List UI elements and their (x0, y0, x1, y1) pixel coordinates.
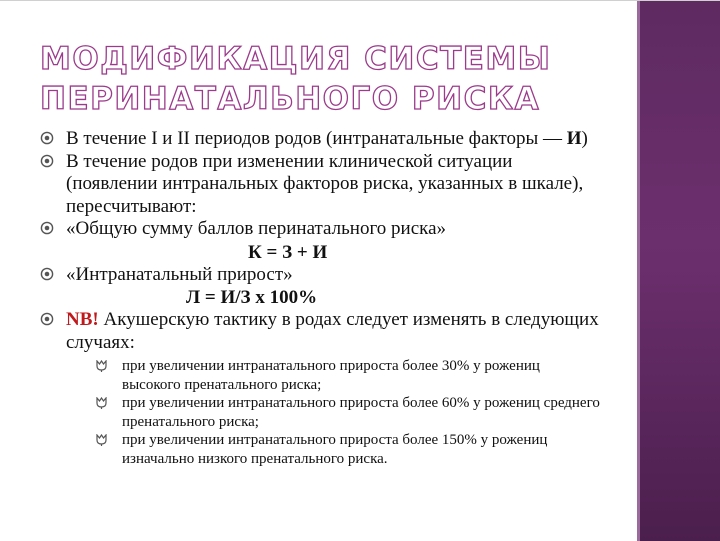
bullet-text: «Интранатальный прирост» (66, 263, 293, 285)
bullet-text: В течение родов при изменении клинической ситуации (появлении интранальных факторов риска, указанных в шкале), пересчитывают: (66, 150, 584, 217)
circled-dot-bullet-icon (40, 221, 54, 235)
circled-dot-bullet-icon (40, 131, 54, 145)
bullet-item-intrapartum-factors (40, 128, 600, 151)
sub-item-text: при увеличении интранатального прироста более 150% у рожениц изначально низкого пренатального риска. (122, 432, 548, 467)
sub-item-text: при увеличении интранатального прироста более 30% у рожениц высокого пренатального риска; (122, 358, 540, 393)
sub-item-low-risk (96, 431, 600, 468)
nb-marker: NB! (66, 309, 99, 330)
bullet-text: В течение I и II периодов родов (интранатальные факторы — (66, 128, 567, 149)
sub-item-high-risk (96, 357, 600, 394)
title-line-2: ПЕРИНАТАЛЬНОГО РИСКА (40, 81, 541, 117)
tulip-bullet-icon (96, 397, 107, 409)
circled-dot-bullet-icon (40, 312, 54, 326)
bullet-item-recalculation (40, 151, 600, 219)
sub-item-text: при увеличении интранатального прироста более 60% у рожениц среднего пренатального риска; (122, 395, 600, 430)
bullet-text: Акушерскую тактику в родах следует изменять в следующих случаях: (66, 309, 599, 353)
circled-dot-bullet-icon (40, 267, 54, 281)
tulip-bullet-icon (96, 434, 107, 446)
circled-dot-bullet-icon (40, 154, 54, 168)
bullet-item-total-score (40, 218, 600, 241)
bullet-list (40, 128, 600, 468)
sub-item-medium-risk (96, 394, 600, 431)
decorative-side-bar (640, 1, 720, 541)
bullet-text-tail: ) (581, 128, 588, 149)
formula-intrapartum-increase: Л = И/З х 100% (186, 287, 318, 308)
sub-bullet-list (40, 357, 600, 468)
tulip-bullet-icon (96, 360, 107, 372)
title-line-1: МОДИФИКАЦИЯ СИСТЕМЫ (40, 41, 552, 77)
bullet-text: «Общую сумму баллов перинатального риска» (66, 218, 447, 239)
bullet-bold-letter: И (566, 128, 582, 149)
slide-title (40, 39, 630, 119)
bullet-item-nb-tactics (40, 309, 600, 354)
bullet-item-intrapartum-increase (40, 264, 600, 287)
formula-total-score: К = З + И (248, 241, 328, 263)
